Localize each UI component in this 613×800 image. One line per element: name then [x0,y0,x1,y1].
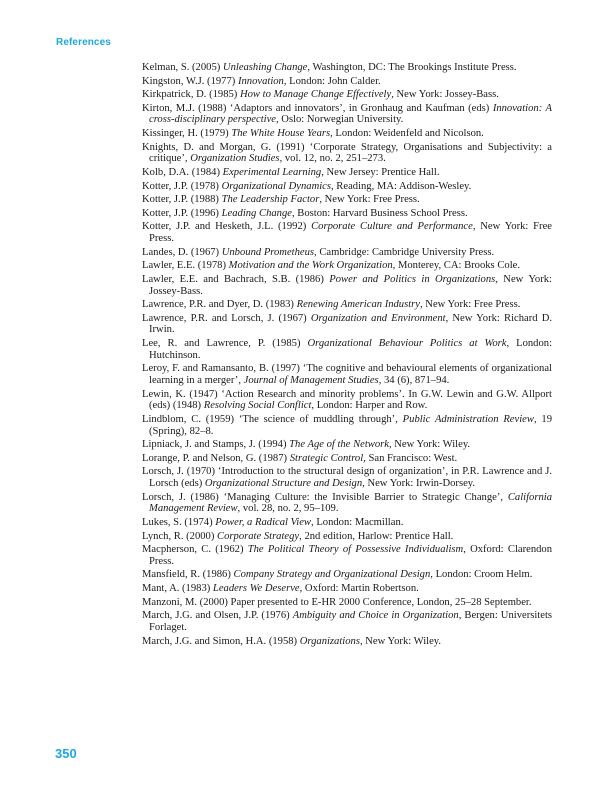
reference-text: , New Jersey: Prentice Hall. [321,166,440,178]
reference-text: March, J.G. and Simon, H.A. (1958) [142,635,300,647]
reference-title: Leading Change [221,207,292,219]
reference-text: Manzoni, M. (2000) Paper presented to E-HR 2000 Conference, London, 25–28 September. [142,596,532,608]
reference-title: The White House Years [231,128,331,140]
reference-text: , Washington, DC: The Brookings Institute Press. [307,62,517,73]
reference-title: Strategic Control [289,452,364,464]
reference-entry [142,167,552,179]
reference-text: Lee, R. and Lawrence, P. (1985) [142,338,308,350]
reference-title: Company Strategy and Organizational Design [233,569,431,581]
reference-text: Kotter, J.P. (1996) [142,207,222,219]
reference-text: Landes, D. (1967) [142,246,222,258]
reference-title: Ambiguity and Choice in Organization [292,610,459,622]
reference-entry [142,531,552,543]
reference-entry [142,636,552,648]
reference-title: California Management Review [149,491,552,515]
reference-title: Corporate Culture and Performance [311,221,473,233]
section-header: References [56,37,111,48]
reference-text: Kolb, D.A. (1984) [142,166,223,178]
reference-text: Kotter, J.P. (1988) [142,194,222,206]
reference-text: , 19 (Spring), 82–8. [149,413,552,437]
reference-title: Unleashing Change [222,62,308,73]
reference-text: , New York: Jossey-Bass. [149,273,552,297]
reference-entry [142,414,552,437]
reference-text: March, J.G. and Olsen, J.P. (1976) [142,610,293,622]
reference-title: Resolving Social Conflict [203,400,312,412]
reference-text: , New York: Wiley. [359,635,442,647]
reference-text: Lawrence, P.R. and Lorsch, J. (1967) [142,312,311,324]
reference-title: Organization and Environment [310,312,446,324]
reference-entry [142,338,552,361]
reference-text: , 34 (6), 871–94. [378,375,450,387]
reference-text: Knights, D. and Morgan, G. (1991) ‘Corporate Strategy, Organisations and Subjectivity: a critique’, [142,141,552,165]
reference-entry [142,313,552,336]
reference-text: Kirkpatrick, D. (1985) [142,89,240,101]
reference-text: , Monterey, CA: Brooks Cole. [392,260,520,272]
reference-title: Experimental Learning [222,166,322,178]
reference-text: , Oxford: Clarendon Press. [149,544,553,567]
reference-entry [142,439,552,451]
reference-title: The Political Theory of Possessive Individualism [247,544,464,556]
reference-text: , Oslo: Norwegian University. [276,114,404,126]
reference-title: Innovation: A cross-disciplinary perspective [149,102,553,126]
reference-text: Lorange, P. and Nelson, G. (1987) [142,452,290,464]
reference-entry [142,181,552,193]
reference-entry [142,389,552,412]
reference-title: Public Administration Review [402,413,534,425]
reference-text: , vol. 28, no. 2, 95–109. [237,503,339,515]
reference-text: Lawrence, P.R. and Dyer, D. (1983) [142,299,297,311]
reference-entry [142,466,552,489]
reference-title: Innovation [237,75,284,87]
reference-text: , San Francisco: West. [363,452,458,464]
reference-text: Mant, A. (1983) [142,583,213,595]
reference-text: , New York: Free Press. [149,221,552,245]
reference-text: Leroy, F. and Ramansanto, B. (1997) ‘The cognitive and behavioural elements of organizational learning in a merger’, [142,363,552,387]
reference-text: , London: John Calder. [283,75,381,87]
reference-entry [142,89,552,101]
reference-text: Mansfield, R. (1986) [142,569,234,581]
page-number: 350 [55,746,77,761]
reference-title: How to Manage Change Effectively [239,89,392,101]
reference-entry [142,62,552,74]
reference-title: Journal of Management Studies [243,375,379,387]
reference-title: The Leadership Factor [221,194,320,206]
reference-text: , London: Macmillan. [311,516,404,528]
reference-title: Motivation and the Work Organization [228,260,393,272]
reference-text: , New York: Wiley. [388,439,471,451]
reference-entry [142,610,552,633]
reference-text: , London: Croom Helm. [430,569,533,581]
reference-title: Organization Studies [190,153,280,165]
reference-text: Kotter, J.P. (1978) [142,180,222,192]
reference-text: Kelman, S. (2005) [142,62,223,73]
reference-text: Macpherson, C. (1962) [142,544,248,556]
reference-title: Organizational Dynamics [221,180,331,192]
reference-title: Unbound Prometheus [221,246,315,258]
reference-text: Lawler, E.E. (1978) [142,260,229,272]
reference-text: , Bergen: Universitets Forlaget. [149,610,553,633]
reference-list [142,62,552,649]
reference-entry [142,453,552,465]
reference-text: , 2nd edition, Harlow: Prentice Hall. [299,530,454,542]
reference-text: Lorsch, J. (1986) ‘Managing Culture: the Invisible Barrier to Strategic Change’, [142,491,508,503]
reference-text: , Oxford: Martin Robertson. [299,583,419,595]
reference-entry [142,221,552,244]
reference-entry [142,260,552,272]
reference-title: The Age of the Network [289,439,389,451]
reference-entry [142,103,552,126]
reference-text: Lewin, K. (1947) ‘Action Research and minority problems’. In G.W. Lewin and G.W. Allport (eds) (1948) [142,388,552,412]
reference-text: , New York: Richard D. Irwin. [149,312,553,336]
reference-text: , Reading, MA: Addison-Wesley. [331,180,472,192]
reference-title: Corporate Strategy [217,530,300,542]
reference-text: , Boston: Harvard Business School Press. [291,207,468,219]
reference-entry [142,247,552,259]
reference-text: Lipniack, J. and Stamps, J. (1994) [142,439,290,451]
reference-title: Organizations [299,635,360,647]
reference-title: Organizational Structure and Design [204,478,363,490]
reference-entry [142,544,552,567]
reference-entry [142,76,552,88]
reference-title: Power and Politics in Organizations [329,273,496,285]
reference-entry [142,208,552,220]
reference-text: Lindblom, C. (1959) ‘The science of muddling through’, [142,413,403,425]
reference-text: , London: Weidenfeld and Nicolson. [330,128,484,140]
reference-text: , Cambridge: Cambridge University Press. [314,246,495,258]
reference-text: Lorsch, J. (1970) ‘Introduction to the structural design of organization’, in P.R. Lawrence and J. Lorsch (eds) [142,466,552,490]
reference-text: Kingston, W.J. (1977) [142,75,238,87]
reference-entry [142,492,552,515]
reference-entry [142,128,552,140]
reference-entry [142,274,552,297]
reference-entry [142,363,552,386]
reference-text: , New York: Free Press. [420,299,521,311]
reference-text: Lawler, E.E. and Bachrach, S.B. (1986) [142,273,330,285]
reference-title: Organizational Behaviour Politics at Work [307,338,507,350]
reference-text: , vol. 12, no. 2, 251–273. [279,153,386,165]
reference-entry [142,597,552,609]
reference-title: Leaders We Deserve [212,583,300,595]
reference-title: Renewing American Industry [296,299,420,311]
reference-entry [142,194,552,206]
reference-entry [142,299,552,311]
reference-text: , New York: Irwin-Dorsey. [362,478,476,490]
reference-text: , New York: Free Press. [319,194,420,206]
reference-text: Kissinger, H. (1979) [142,128,232,140]
reference-text: Lukes, S. (1974) [142,516,216,528]
reference-entry [142,583,552,595]
reference-text: , London: Hutchinson. [149,338,553,361]
reference-text: Kirton, M.J. (1988) ‘Adaptors and innovators’, in Gronhaug and Kaufman (eds) [142,102,493,114]
reference-text: Lynch, R. (2000) [142,530,218,542]
reference-text: Kotter, J.P. and Hesketh, J.L. (1992) [142,221,312,233]
reference-entry [142,569,552,581]
reference-text: , London: Harper and Row. [311,400,428,412]
reference-entry [142,517,552,529]
reference-entry [142,142,552,165]
reference-title: Power, a Radical View [215,516,312,528]
reference-text: , New York: Jossey-Bass. [391,89,499,101]
